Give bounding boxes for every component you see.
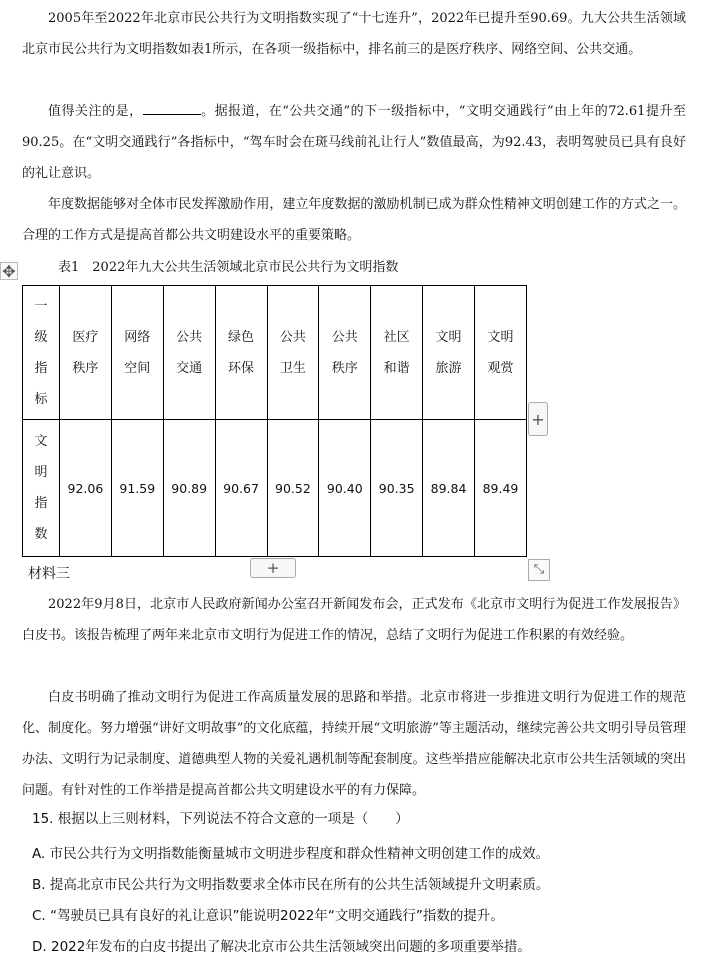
column-header: 公共 卫生 <box>267 286 319 420</box>
index-value: 89.84 <box>423 420 475 557</box>
intro-paragraph-2-after: 。据报道，在“公共交通”的下一级指标中，“文明交通践行”由上年的72.61提升至90.25。在“文明交通践行”各指标中，“驾车时会在斑马线前礼让行人”数值最高，为92.43，表明驾驶员已具有良好的礼让意识。 <box>22 104 686 181</box>
material-three-paragraph-2: 白皮书明确了推动文明行为促进工作高质量发展的思路和举措。北京市将进一步推进文明行为促进工作的规范化、制度化。努力增强“讲好文明故事”的文化底蕴，持续开展“文明旅游”等主题活动，继续完善公共文明引导员管理办法、文明行为记录制度、道德典型人物的关爱礼遇机制等配套制度。这些举措应能解决北京市公共生活领域的突出问题。有针对性的工作举措是提高首都公共文明建设水平的有力保障。 <box>22 690 686 798</box>
index-value: 90.52 <box>267 420 319 557</box>
material-three-paragraph-1: 2022年9月8日，北京市人民政府新闻办公室召开新闻发布会，正式发布《北京市文明行为促进工作发展报告》白皮书。该报告梳理了两年来北京市文明行为促进工作的情况，总结了文明行为促进工作积累的有效经验。 <box>22 597 686 643</box>
option-d: D. 2022年发布的白皮书提出了解决北京市公共生活领域突出问题的多项重要举措。 <box>32 939 531 955</box>
option-b: B. 提高北京市民公共行为文明指数要求全体市民在所有的公共生活领域提升文明素质。 <box>32 877 550 893</box>
column-header: 公共 交通 <box>163 286 215 420</box>
index-value: 91.59 <box>111 420 163 557</box>
intro-paragraph-1: 2005年至2022年北京市民公共行为文明指数实现了“十七连升”，2022年已提升至90.69。九大公共生活领域北京市民公共行为文明指数如表1所示，在各项一级指标中，排名前三的是医疗秩序、网络空间、公共交通。 <box>22 11 686 57</box>
table-row-index <box>23 420 527 557</box>
index-value: 90.35 <box>371 420 423 557</box>
intro-paragraph-2-before: 值得关注的是， <box>48 104 143 119</box>
table-caption: 表1 2022年九大公共生活领域北京市民公共行为文明指数 <box>58 260 399 275</box>
intro-paragraph-3: 年度数据能够对全体市民发挥激励作用，建立年度数据的激励机制已成为群众性精神文明创建工作的方式之一。合理的工作方式是提高首都公共文明建设水平的重要策略。 <box>22 197 686 243</box>
column-header: 文明 旅游 <box>423 286 475 420</box>
column-header: 社区 和谐 <box>371 286 423 420</box>
add-row-button[interactable]: + <box>250 558 296 578</box>
index-value: 89.49 <box>475 420 527 557</box>
column-header: 文明 观赏 <box>475 286 527 420</box>
add-column-button[interactable]: + <box>528 402 548 436</box>
column-header: 医疗 秩序 <box>60 286 112 420</box>
column-header: 公共 秩序 <box>319 286 371 420</box>
question-stem: 15. 根据以上三则材料，下列说法不符合文意的一项是（ ） <box>32 811 409 827</box>
table-move-handle-icon[interactable]: ✥ <box>0 262 18 280</box>
column-header: 绿色 环保 <box>215 286 267 420</box>
option-a: A. 市民公共行为文明指数能衡量城市文明进步程度和群众性精神文明创建工作的成效。 <box>32 846 550 862</box>
index-value: 90.67 <box>215 420 267 557</box>
civility-index-table <box>22 285 527 557</box>
index-value: 90.89 <box>163 420 215 557</box>
option-c: C. “驾驶员已具有良好的礼让意识”能说明2022年“文明交通践行”指数的提升。 <box>32 908 504 924</box>
index-value: 92.06 <box>60 420 112 557</box>
intro-paragraph-2 <box>22 96 686 189</box>
row-header-indicator: 一 级 指 标 <box>23 286 60 420</box>
column-header: 网络 空间 <box>111 286 163 420</box>
row-header-index: 文 明 指 数 <box>23 420 60 557</box>
index-value: 90.40 <box>319 420 371 557</box>
table-resize-icon[interactable]: ⤡ <box>528 559 550 581</box>
answer-blank <box>143 102 201 115</box>
material-three-title: 材料三 <box>28 566 70 582</box>
table-row-indicator <box>23 286 527 420</box>
